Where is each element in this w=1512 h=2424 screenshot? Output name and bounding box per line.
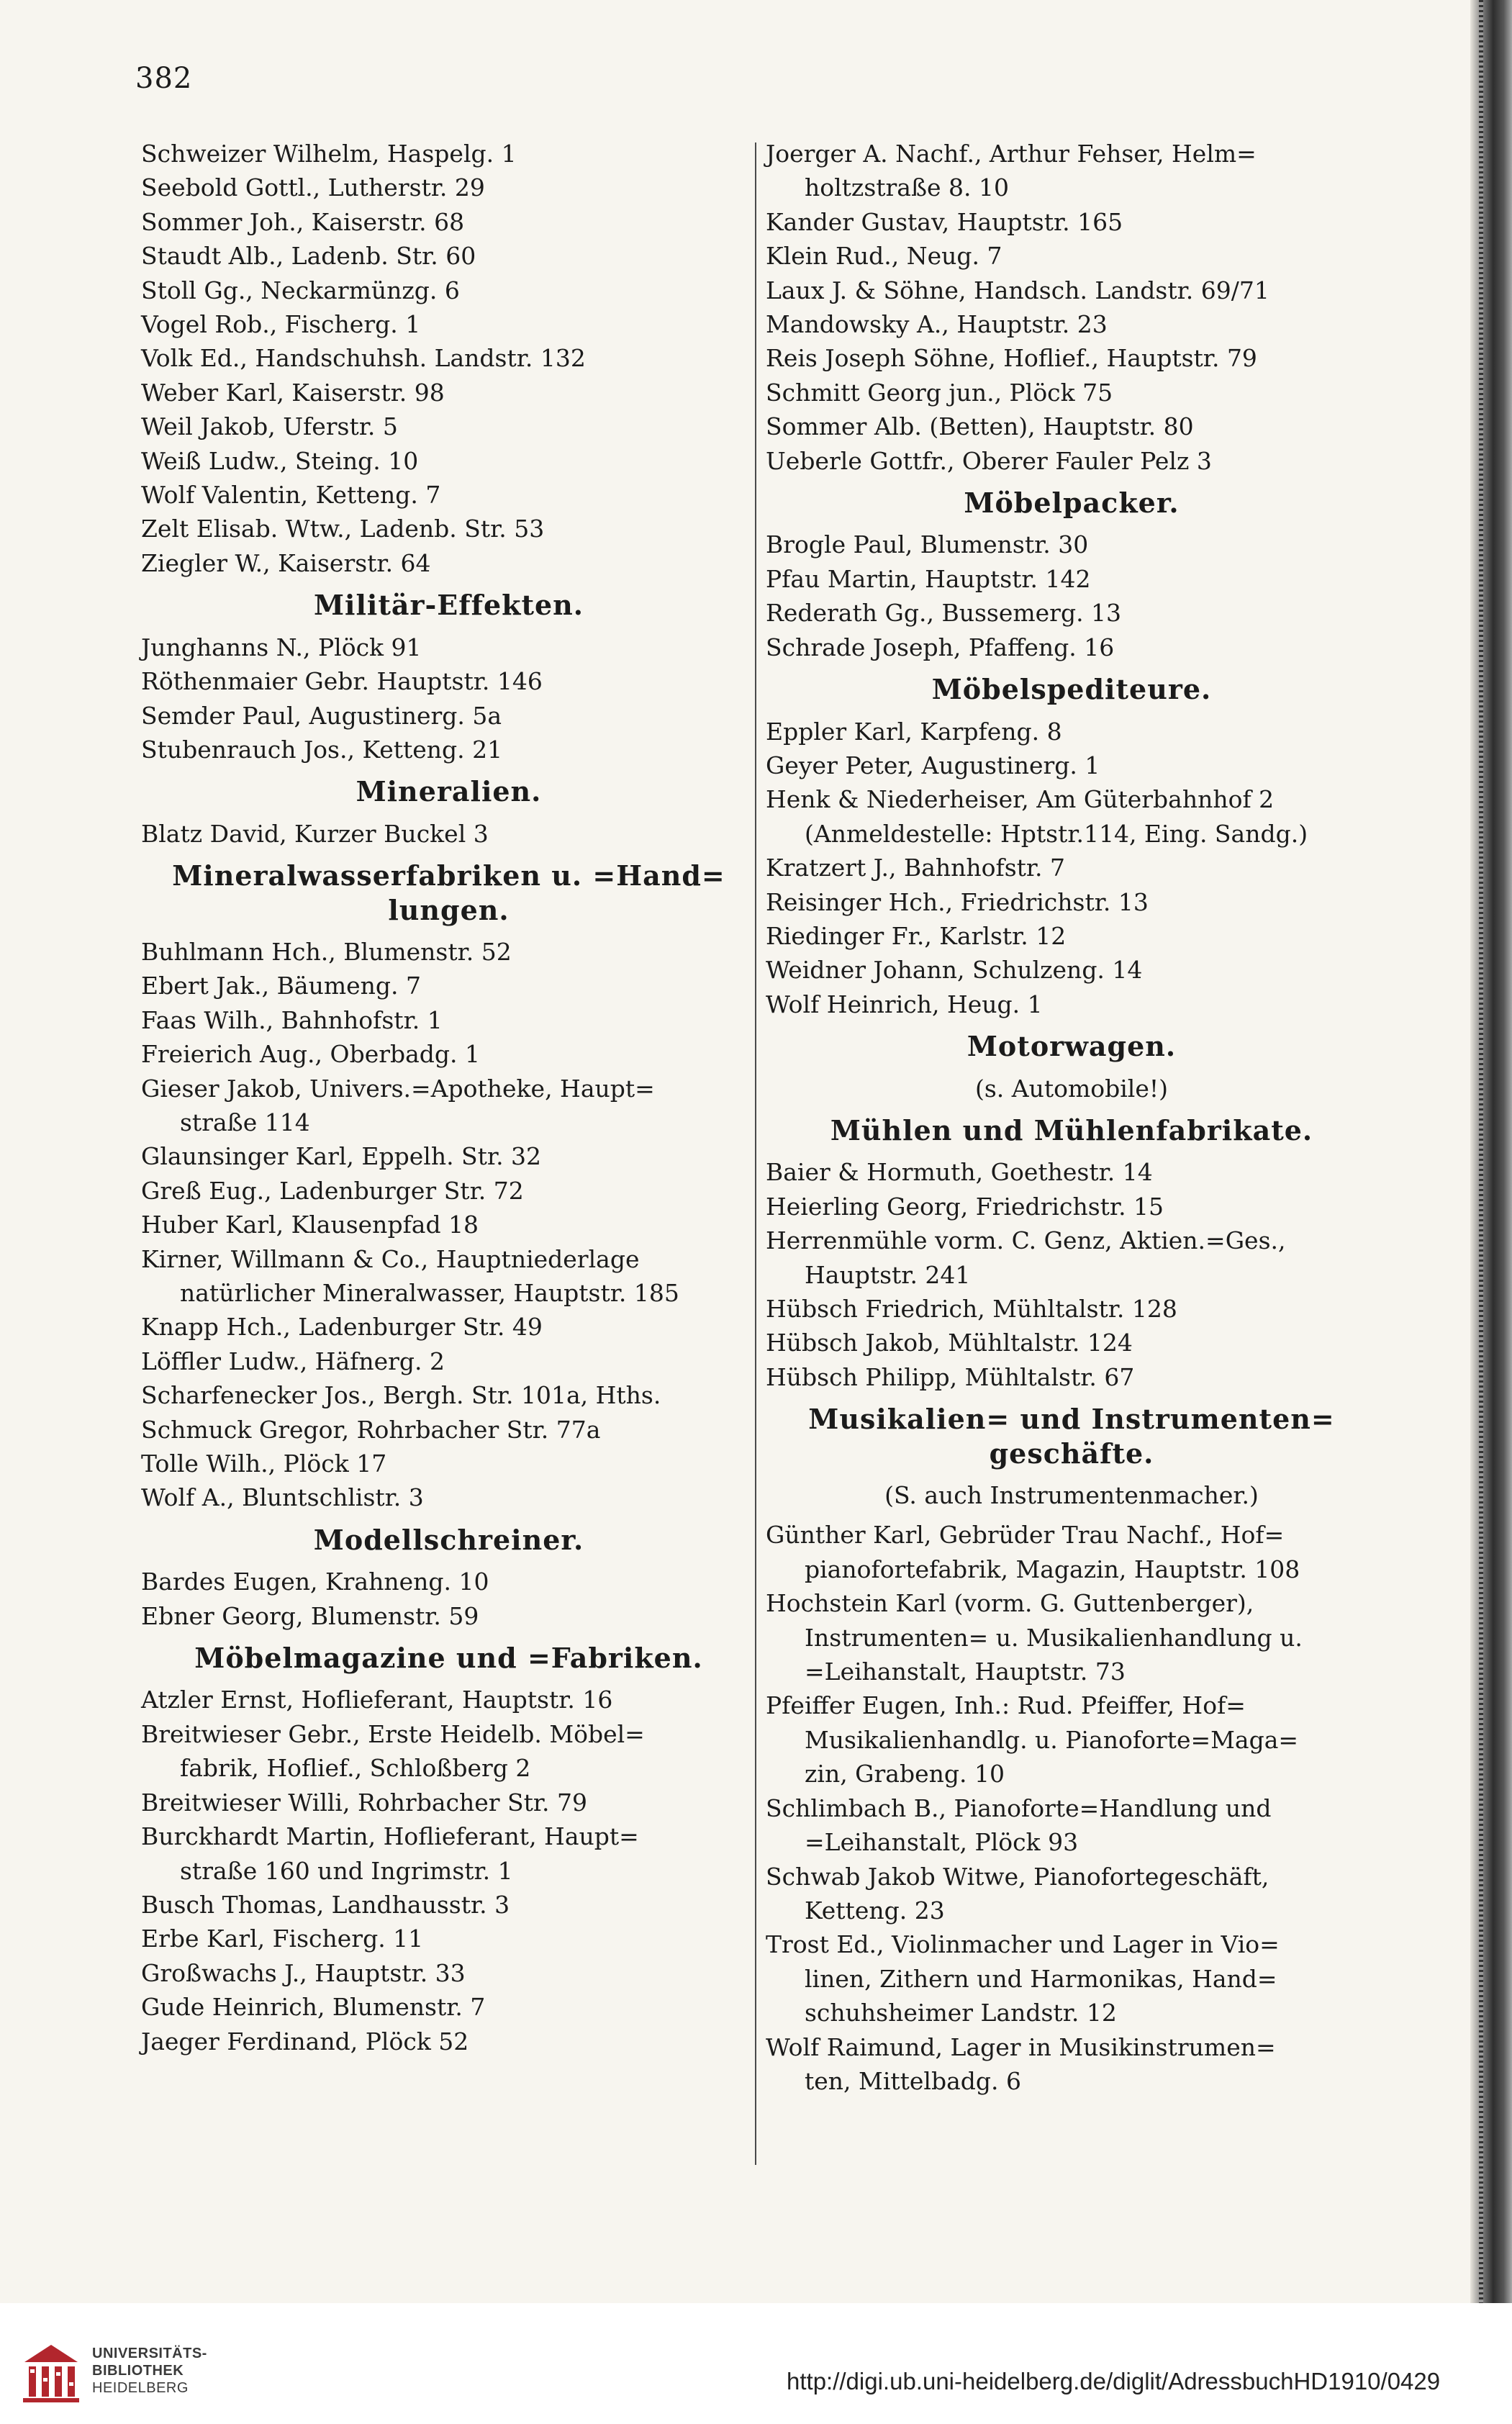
section-note: (S. auch Instrumentenmacher.) — [884, 1481, 1259, 1510]
directory-entry: Hübsch Jakob, Mühltalstr. 124 — [766, 1329, 1133, 1357]
directory-entry: Wolf Raimund, Lager in Musikinstrumen= — [766, 2032, 1276, 2061]
directory-entry: Pfeiffer Eugen, Inh.: Rud. Pfeiffer, Hof= — [766, 1691, 1246, 1720]
directory-entry-continuation: pianofortefabrik, Magazin, Hauptstr. 108 — [805, 1555, 1300, 1583]
section-heading: Möbelpacker. — [964, 487, 1180, 520]
directory-entry: Greß Eug., Ladenburger Str. 72 — [141, 1176, 524, 1205]
directory-entry-continuation: holtzstraße 8. 10 — [805, 173, 1009, 202]
directory-entry-continuation: Hauptstr. 241 — [805, 1260, 971, 1289]
directory-entry: Rederath Gg., Bussemerg. 13 — [766, 599, 1122, 628]
directory-entry-continuation: =Leihanstalt, Plöck 93 — [805, 1828, 1079, 1857]
directory-entry-continuation: fabrik, Hoflief., Schloßberg 2 — [180, 1754, 531, 1783]
directory-entry: Baier & Hormuth, Goethestr. 14 — [766, 1158, 1153, 1187]
directory-entry: Weil Jakob, Uferstr. 5 — [141, 412, 398, 441]
directory-entry: Seebold Gottl., Lutherstr. 29 — [141, 173, 485, 202]
section-heading-continuation: lungen. — [388, 893, 510, 926]
directory-entry: Hübsch Philipp, Mühltalstr. 67 — [766, 1362, 1135, 1391]
directory-entry: Gude Heinrich, Blumenstr. 7 — [141, 1993, 486, 2022]
directory-entry: Hochstein Karl (vorm. G. Guttenberger), — [766, 1589, 1254, 1618]
directory-entry: Glaunsinger Karl, Eppelh. Str. 32 — [141, 1142, 542, 1171]
directory-entry-continuation: linen, Zithern und Harmonikas, Hand= — [805, 1964, 1277, 1993]
directory-entry: Kratzert J., Bahnhofstr. 7 — [766, 854, 1066, 882]
source-url-link[interactable]: http://digi.ub.uni-heidelberg.de/diglit/AdressbuchHD1910/0429 — [787, 2368, 1441, 2394]
library-name-line: HEIDELBERG — [92, 2380, 189, 2396]
directory-entry-continuation: (Anmeldestelle: Hptstr.114, Eing. Sandg.) — [805, 819, 1308, 848]
directory-entry: Mandowsky A., Hauptstr. 23 — [766, 310, 1108, 339]
section-heading: Möbelspediteure. — [931, 673, 1212, 706]
directory-entry: Kirner, Willmann & Co., Hauptniederlage — [141, 1244, 640, 1273]
directory-entry: Freierich Aug., Oberbadg. 1 — [141, 1040, 481, 1069]
directory-entry: Eppler Karl, Karpfeng. 8 — [766, 717, 1062, 746]
directory-entry-continuation: schuhsheimer Landstr. 12 — [805, 1999, 1117, 2027]
directory-entry: Reisinger Hch., Friedrichstr. 13 — [766, 887, 1149, 916]
right-column — [766, 137, 1377, 2098]
section-heading: Militär-Effekten. — [313, 589, 584, 622]
section-heading: Modellschreiner. — [313, 1523, 584, 1556]
directory-entry: Knapp Hch., Ladenburger Str. 49 — [141, 1313, 543, 1342]
directory-entry: Sommer Joh., Kaiserstr. 68 — [141, 207, 465, 236]
directory-entry: Wolf Valentin, Ketteng. 7 — [141, 481, 441, 510]
directory-entry-continuation: =Leihanstalt, Hauptstr. 73 — [805, 1658, 1126, 1686]
directory-entry: Riedinger Fr., Karlstr. 12 — [766, 921, 1067, 950]
directory-entry-continuation: Instrumenten= u. Musikalienhandlung u. — [805, 1623, 1303, 1652]
directory-entry: Breitwieser Gebr., Erste Heidelb. Möbel= — [141, 1719, 645, 1748]
directory-entry: Semder Paul, Augustinerg. 5a — [141, 701, 502, 730]
directory-entry: Heierling Georg, Friedrichstr. 15 — [766, 1192, 1164, 1221]
directory-entry: Henk & Niederheiser, Am Güterbahnhof 2 — [766, 785, 1275, 814]
library-name-line: BIBLIOTHEK — [92, 2363, 184, 2379]
directory-entry: Günther Karl, Gebrüder Trau Nachf., Hof= — [766, 1521, 1285, 1550]
directory-entry: Buhlmann Hch., Blumenstr. 52 — [141, 937, 512, 966]
directory-entry: Breitwieser Willi, Rohrbacher Str. 79 — [141, 1788, 588, 1817]
directory-entry-continuation: ten, Mittelbadg. 6 — [805, 2066, 1021, 2095]
directory-entry: Klein Rud., Neug. 7 — [766, 242, 1002, 271]
directory-entry: Atzler Ernst, Hoflieferant, Hauptstr. 16 — [141, 1686, 613, 1714]
directory-entry-continuation: Ketteng. 23 — [805, 1896, 945, 1925]
directory-entry: Tolle Wilh., Plöck 17 — [141, 1450, 387, 1478]
directory-entry: Brogle Paul, Blumenstr. 30 — [766, 530, 1089, 559]
directory-entry: Ebert Jak., Bäumeng. 7 — [141, 972, 421, 1000]
section-heading: Mineralwasserfabriken u. =Hand= — [172, 859, 725, 892]
directory-entry: Junghanns N., Plöck 91 — [141, 633, 422, 661]
directory-entry: Laux J. & Söhne, Handsch. Landstr. 69/71 — [766, 276, 1269, 304]
directory-entry: Joerger A. Nachf., Arthur Fehser, Helm= — [766, 140, 1257, 168]
page-number: 382 — [135, 62, 193, 95]
directory-entry: Weidner Johann, Schulzeng. 14 — [766, 956, 1143, 985]
directory-entry-continuation: straße 114 — [180, 1108, 310, 1136]
directory-entry: Ziegler W., Kaiserstr. 64 — [141, 548, 431, 577]
directory-entry: Röthenmaier Gebr. Hauptstr. 146 — [141, 667, 543, 696]
directory-entry: Jaeger Ferdinand, Plöck 52 — [141, 2027, 469, 2056]
directory-entry: Stoll Gg., Neckarmünzg. 6 — [141, 276, 460, 304]
directory-entry: Schweizer Wilhelm, Haspelg. 1 — [141, 140, 517, 168]
directory-entry: Weber Karl, Kaiserstr. 98 — [141, 378, 445, 407]
directory-entry: Schwab Jakob Witwe, Pianofortegeschäft, — [766, 1862, 1269, 1891]
directory-entry-continuation: Musikalienhandlg. u. Pianoforte=Maga= — [805, 1725, 1299, 1754]
directory-entry: Busch Thomas, Landhausstr. 3 — [141, 1890, 510, 1919]
footer — [0, 2303, 1512, 2424]
directory-entry: Volk Ed., Handschuhsh. Landstr. 132 — [141, 344, 586, 373]
directory-entry: Schrade Joseph, Pfaffeng. 16 — [766, 633, 1115, 661]
section-heading: Mineralien. — [356, 775, 542, 808]
directory-entry: Faas Wilh., Bahnhofstr. 1 — [141, 1005, 443, 1034]
directory-entry: Herrenmühle vorm. C. Genz, Aktien.=Ges., — [766, 1226, 1286, 1255]
directory-entry: Wolf Heinrich, Heug. 1 — [766, 990, 1043, 1018]
directory-entry: Zelt Elisab. Wtw., Ladenb. Str. 53 — [141, 515, 545, 543]
directory-entry: Schmitt Georg jun., Plöck 75 — [766, 378, 1113, 407]
section-heading: Mühlen und Mühlenfabrikate. — [830, 1113, 1313, 1147]
directory-entry-continuation: zin, Grabeng. 10 — [805, 1760, 1005, 1788]
directory-entry: Geyer Peter, Augustinerg. 1 — [766, 751, 1100, 779]
directory-entry: Wolf A., Bluntschlistr. 3 — [141, 1483, 424, 1512]
directory-entry: Staudt Alb., Ladenb. Str. 60 — [141, 242, 476, 271]
book-edge-strip — [1470, 0, 1512, 2424]
directory-entry: Stubenrauch Jos., Ketteng. 21 — [141, 735, 503, 764]
directory-entry: Reis Joseph Söhne, Hoflief., Hauptstr. 79 — [766, 344, 1257, 373]
directory-entry-continuation: straße 160 und Ingrimstr. 1 — [180, 1856, 513, 1885]
directory-entry: Hübsch Friedrich, Mühltalstr. 128 — [766, 1295, 1177, 1323]
directory-entry: Burckhardt Martin, Hoflieferant, Haupt= — [141, 1822, 639, 1851]
directory-entry: Ueberle Gottfr., Oberer Fauler Pelz 3 — [766, 446, 1212, 475]
directory-entry-continuation: natürlicher Mineralwasser, Hauptstr. 185 — [180, 1279, 679, 1307]
directory-entry: Großwachs J., Hauptstr. 33 — [141, 1958, 466, 1987]
left-column — [141, 137, 756, 2058]
column-divider — [755, 143, 756, 2165]
section-heading: Musikalien= und Instrumenten= — [808, 1403, 1335, 1436]
directory-entry: Pfau Martin, Hauptstr. 142 — [766, 564, 1091, 593]
directory-entry: Weiß Ludw., Steing. 10 — [141, 446, 419, 475]
library-name — [92, 2345, 207, 2397]
directory-entry: Schmuck Gregor, Rohrbacher Str. 77a — [141, 1415, 601, 1444]
directory-entry: Löffler Ludw., Häfnerg. 2 — [141, 1347, 445, 1375]
directory-entry: Huber Karl, Klausenpfad 18 — [141, 1211, 479, 1239]
directory-entry: Vogel Rob., Fischerg. 1 — [141, 310, 421, 339]
directory-entry: Trost Ed., Violinmacher und Lager in Vio= — [766, 1930, 1280, 1959]
directory-entry: Schlimbach B., Pianoforte=Handlung und — [766, 1794, 1272, 1822]
university-library-logo-icon — [19, 2341, 83, 2405]
section-heading-continuation: geschäfte. — [989, 1437, 1154, 1470]
directory-entry: Sommer Alb. (Betten), Hauptstr. 80 — [766, 412, 1194, 441]
section-heading: Möbelmagazine und =Fabriken. — [194, 1642, 703, 1675]
directory-entry: Gieser Jakob, Univers.=Apotheke, Haupt= — [141, 1074, 655, 1103]
section-heading: Motorwagen. — [966, 1030, 1177, 1063]
directory-entry: Erbe Karl, Fischerg. 11 — [141, 1925, 424, 1953]
directory-entry: Kander Gustav, Hauptstr. 165 — [766, 207, 1123, 236]
directory-entry: Ebner Georg, Blumenstr. 59 — [141, 1601, 479, 1630]
section-note: (s. Automobile!) — [974, 1074, 1169, 1103]
directory-entry: Scharfenecker Jos., Bergh. Str. 101a, Hths. — [141, 1381, 661, 1410]
directory-entry: Blatz David, Kurzer Buckel 3 — [141, 819, 489, 848]
directory-entry: Bardes Eugen, Krahneng. 10 — [141, 1568, 489, 1596]
library-name-line: UNIVERSITÄTS- — [92, 2346, 207, 2361]
